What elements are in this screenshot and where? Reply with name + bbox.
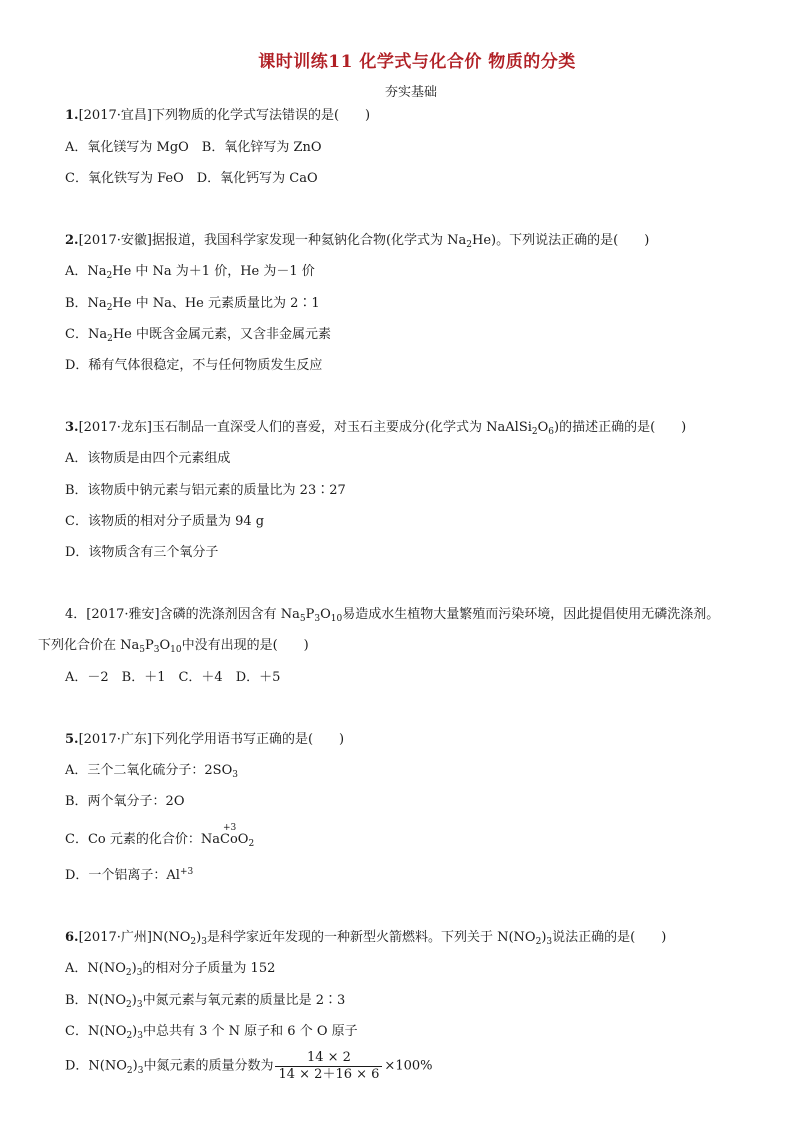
- question-1-options-cd: C．氧化铁写为 FeO D．氧化钙写为 CaO: [65, 171, 318, 186]
- question-5-option-a: A．三个二氧化硫分子：$2SO_3$: [65, 763, 238, 780]
- fraction-numerator: 14 × 2: [306, 1050, 351, 1065]
- question-5-option-d: D．一个铝离子：$Al^{+3}$: [65, 867, 194, 883]
- question-2-option-d: D．稀有气体很稳定，不与任何物质发生反应: [65, 358, 323, 373]
- formula-na: Na: [200, 832, 220, 847]
- question-4-stem-line1: 4．[2017·雅安]含磷的洗涤剂因含有 $Na_5P_3O_{10}$易造成水生植物大量繁殖而污染环境，因此提倡使用无磷洗涤剂。: [65, 607, 720, 624]
- question-6-option-c: C．$N(NO_2)_3$中总共有 3 个 N 原子和 6 个 O 原子: [65, 1024, 358, 1041]
- question-4-stem-line2: 下列化合价在 $Na_5P_3O_{10}$中没有出现的是( ): [38, 638, 309, 655]
- question-6-option-b: B．$N(NO_2)_3$中氮元素与氧元素的质量比是 2∶3: [65, 993, 346, 1010]
- question-3-stem: 3.[2017·龙东]玉石制品一直深受人们的喜爱，对玉石主要成分(化学式为 $NaAlSi_2O_6$)的描述正确的是( ): [65, 420, 687, 437]
- question-4-options: A．－2 B．＋1 C．＋4 D．＋5: [65, 670, 281, 685]
- section-subtitle: 夯实基础: [384, 85, 437, 100]
- question-5-option-b: B．两个氧分子：2O: [65, 794, 185, 809]
- question-6-option-d: D．$N(NO_2)_3$中氮元素的质量分数为 $\frac{14 \times 2}{14 \times 2+16 \times 6}$ ×100%: [65, 1050, 433, 1082]
- question-2-option-a: A．$Na_2He$ 中 Na 为＋1 价，He 为－1 价: [65, 264, 315, 281]
- question-6-stem: 6.[2017·广州]$N(NO_2)_3$是科学家近年发现的一种新型火箭燃料。下列关于 $N(NO_2)_3$说法正确的是( ): [65, 930, 667, 947]
- question-2-option-b: B．$Na_2He$ 中 Na、He 元素质量比为 2∶1: [65, 296, 320, 313]
- option-c-text: C．Co 元素的化合价：: [65, 832, 201, 847]
- valence-mark: +3: [223, 823, 237, 833]
- mass-fraction-formula: [275, 1050, 382, 1083]
- question-5-stem: 5.[2017·广东]下列化学用语书写正确的是( ): [65, 732, 345, 747]
- question-1-stem: 1.[2017·宜昌]下列物质的化学式写法错误的是( ): [65, 108, 371, 123]
- question-2-option-c: C．$Na_2He$ 中既含金属元素，又含非金属元素: [65, 327, 331, 344]
- question-1-options-ab: A．氧化镁写为 MgO B．氧化锌写为 ZnO: [65, 140, 322, 155]
- question-3-option-c: C．该物质的相对分子质量为 94 g: [65, 514, 265, 529]
- question-5-option-c: C．Co 元素的化合价：Na +3 CoO$_2$: [65, 831, 254, 849]
- valence-marked-co: +3 Co: [220, 831, 238, 849]
- page-title: 课时训练11 化学式与化合价 物质的分类: [258, 52, 576, 72]
- question-6-option-a: A．$N(NO_2)_3$的相对分子质量为 152: [65, 961, 276, 978]
- question-2-stem: 2.[2017·安徽]据报道，我国科学家发现一种氦钠化合物(化学式为 $Na_2He$)。下列说法正确的是( ): [65, 233, 650, 250]
- question-3-option-b: B．该物质中钠元素与铝元素的质量比为 23∶27: [65, 483, 346, 498]
- question-3-option-a: A．该物质是由四个元素组成: [65, 451, 231, 466]
- fraction-denominator: 14 × 2＋16 × 6: [275, 1066, 382, 1083]
- question-3-option-d: D．该物质含有三个氧分子: [65, 545, 219, 560]
